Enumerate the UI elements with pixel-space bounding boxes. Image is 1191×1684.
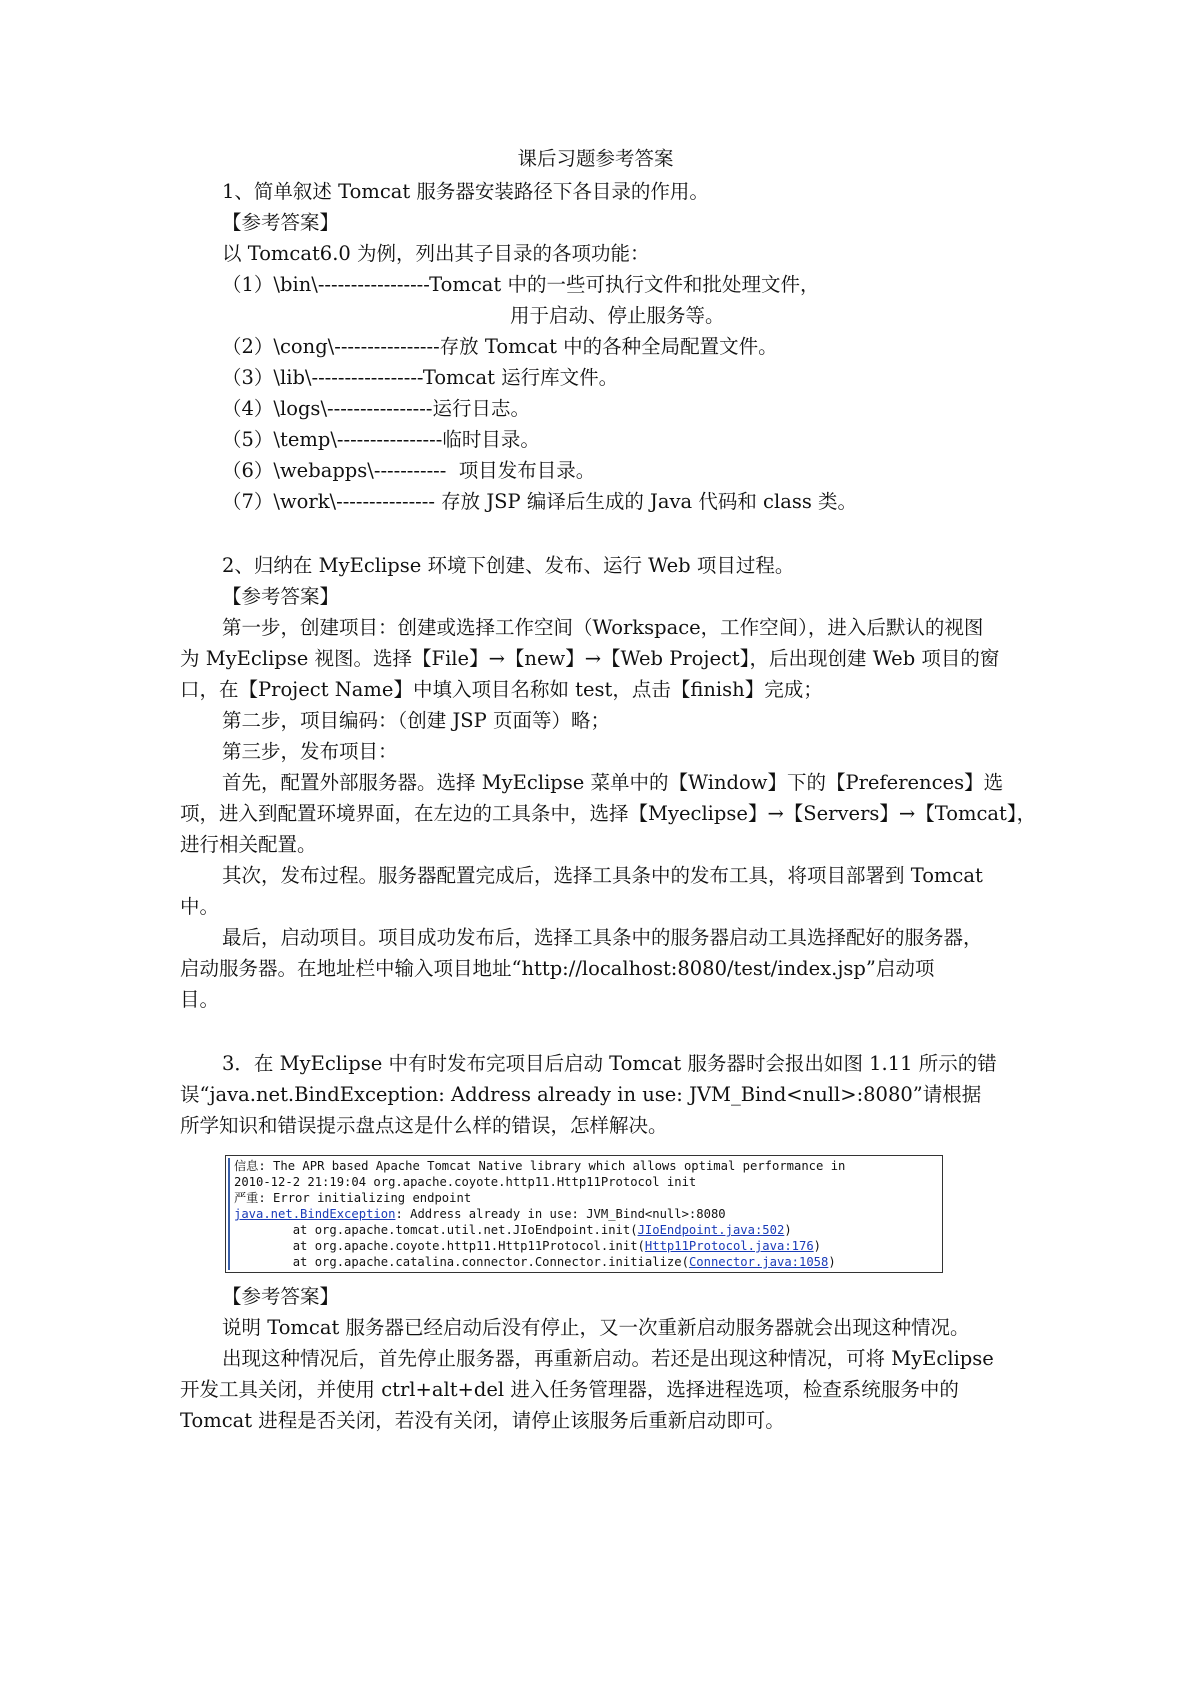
question-3: 3．在 MyEclipse 中有时发布完项目后启动 Tomcat 服务器时会报出如图 1.11 所示的错 xyxy=(222,1052,997,1075)
q3-answer-line: Tomcat 进程是否关闭，若没有关闭，请停止该服务后重新启动即可。 xyxy=(180,1409,785,1432)
dir-prefix: （4）\logs\---------------- xyxy=(222,397,433,420)
q2-line: 第一步，创建项目：创建或选择工作空间（Workspace，工作空间），进入后默认的视图 xyxy=(222,616,984,639)
q1-intro: 以 Tomcat6.0 为例，列出其子目录的各项功能： xyxy=(222,242,650,265)
console-text: at org.apache.coyote.http11.Http11Protocol.init( xyxy=(234,1239,645,1253)
dir-desc: 临时目录。 xyxy=(442,428,540,451)
question-1: 1、简单叙述 Tomcat 服务器安装路径下各目录的作用。 xyxy=(222,180,709,203)
dir-item-logs xyxy=(222,395,530,423)
dir-desc: 存放 Tomcat 中的各种全局配置文件。 xyxy=(439,335,778,358)
dir-desc: Tomcat 运行库文件。 xyxy=(422,366,619,389)
q2-line: 为 MyEclipse 视图。选择【File】→【new】→【Web Project】，后出现创建 Web 项目的窗 xyxy=(180,647,1000,670)
console-line: 严重: Error initializing endpoint xyxy=(234,1191,472,1205)
stack-link[interactable]: Connector.java:1058 xyxy=(688,1255,829,1269)
q2-line: 第三步，发布项目： xyxy=(222,740,398,763)
q2-line: 第二步，项目编码：（创建 JSP 页面等）略； xyxy=(222,709,610,732)
dir-item-webapps xyxy=(222,457,595,485)
page-title: 课后习题参考答案 xyxy=(517,147,674,170)
dir-prefix: （3）\lib\----------------- xyxy=(222,366,423,389)
console-line xyxy=(234,1254,836,1270)
answer-label-2: 【参考答案】 xyxy=(222,585,340,608)
stack-link[interactable]: Http11Protocol.java:176 xyxy=(644,1239,814,1253)
console-text: ) xyxy=(813,1239,822,1253)
console-text: at org.apache.tomcat.util.net.JIoEndpoint.init( xyxy=(234,1223,638,1237)
answer-label-3: 【参考答案】 xyxy=(222,1285,340,1308)
q2-line: 启动服务器。在地址栏中输入项目地址“http://localhost:8080/test/index.jsp”启动项 xyxy=(180,957,935,980)
dir-prefix: （6）\webapps\----------- xyxy=(222,459,459,482)
q3-answer-line: 出现这种情况后，首先停止服务器，再重新启动。若还是出现这种情况，可将 MyEclipse xyxy=(222,1347,994,1370)
console-text: ) xyxy=(828,1255,836,1269)
console-line: 2010-12-2 21:19:04 org.apache.coyote.http11.Http11Protocol init xyxy=(234,1175,697,1189)
q3-answer-line: 开发工具关闭，并使用 ctrl+alt+del 进入任务管理器，选择进程选项，检查系统服务中的 xyxy=(180,1378,959,1401)
q2-line: 进行相关配置。 xyxy=(180,833,317,856)
dir-prefix: （7）\work\--------------- xyxy=(222,490,442,513)
console-body xyxy=(228,1158,940,1270)
q2-line: 其次，发布过程。服务器配置完成后，选择工具条中的发布工具，将项目部署到 Tomcat xyxy=(222,864,983,887)
console-line: 信息: The APR based Apache Tomcat Native library which allows optimal performance in xyxy=(234,1159,846,1173)
dir-desc: 运行日志。 xyxy=(432,397,530,420)
dir-item-bin-cont: 用于启动、停止服务等。 xyxy=(510,304,725,327)
dir-desc: 项目发布目录。 xyxy=(458,459,596,482)
console-text: at org.apache.catalina.connector.Connector.initialize( xyxy=(234,1255,689,1269)
exception-link[interactable]: java.net.BindException xyxy=(234,1207,396,1221)
dir-prefix: （1）\bin\----------------- xyxy=(222,273,430,296)
dir-prefix: （5）\temp\---------------- xyxy=(222,428,443,451)
dir-item-lib xyxy=(222,364,618,392)
q2-line: 最后，启动项目。项目成功发布后，选择工具条中的服务器启动工具选择配好的服务器， xyxy=(222,926,983,949)
dir-item-cong xyxy=(222,333,778,361)
question-3-cont: 所学知识和错误提示盘点这是什么样的错误，怎样解决。 xyxy=(180,1114,668,1137)
stack-link[interactable]: JIoEndpoint.java:502 xyxy=(637,1223,785,1237)
dir-item-bin xyxy=(222,271,819,299)
q2-line: 首先，配置外部服务器。选择 MyEclipse 菜单中的【Window】下的【Preferences】选 xyxy=(222,771,1004,794)
q2-line: 口，在【Project Name】中填入项目名称如 test，点击【finish】完成； xyxy=(180,678,823,701)
console-text: ) xyxy=(784,1223,792,1237)
console-line xyxy=(234,1222,792,1238)
dir-desc: 存放 JSP 编译后生成的 Java 代码和 class 类。 xyxy=(441,490,858,513)
dir-desc: Tomcat 中的一些可执行文件和批处理文件， xyxy=(429,273,820,296)
dir-item-work xyxy=(222,488,857,516)
q2-line: 项，进入到配置环境界面，在左边的工具条中，选择【Myeclipse】→【Servers】→【Tomcat】， xyxy=(180,802,1037,825)
answer-label-1: 【参考答案】 xyxy=(222,211,340,234)
q2-line: 中。 xyxy=(180,895,220,918)
error-console-figure xyxy=(225,1155,943,1273)
console-line xyxy=(234,1206,726,1222)
q2-line: 目。 xyxy=(180,988,220,1011)
dir-item-temp xyxy=(222,426,540,454)
q3-answer-line: 说明 Tomcat 服务器已经启动后没有停止，又一次重新启动服务器就会出现这种情况。 xyxy=(222,1316,970,1339)
question-3-cont: 误“java.net.BindException: Address already in use: JVM_Bind<null>:8080”请根据 xyxy=(180,1083,982,1106)
console-text: : Address already in use: JVM_Bind<null>:8080 xyxy=(395,1207,726,1221)
dir-prefix: （2）\cong\---------------- xyxy=(222,335,440,358)
console-line xyxy=(234,1238,821,1254)
question-2: 2、归纳在 MyEclipse 环境下创建、发布、运行 Web 项目过程。 xyxy=(222,554,795,577)
